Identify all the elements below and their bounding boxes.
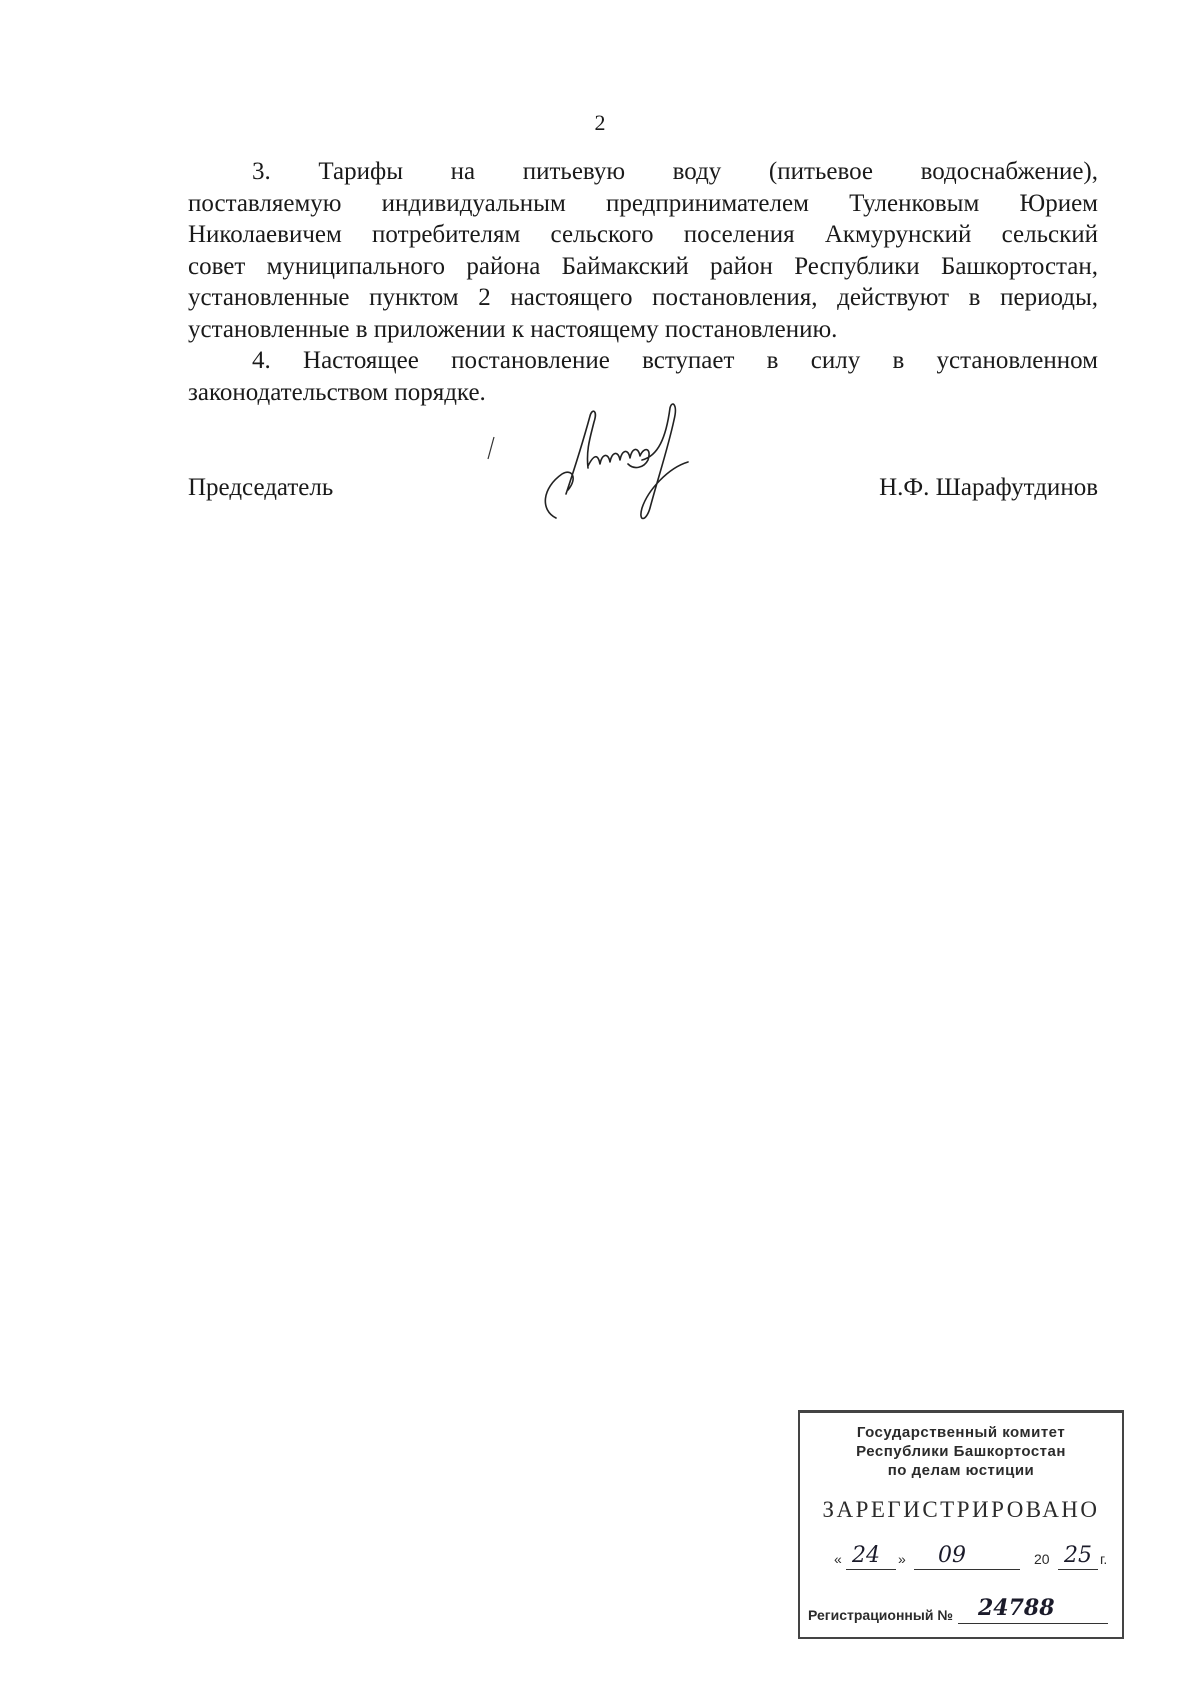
paragraph-line: установленные пунктом 2 настоящего постановления, действуют в периоды, bbox=[188, 284, 1098, 311]
year-prefix: 20 bbox=[1034, 1551, 1050, 1567]
paragraph-line: совет муниципального района Баймакский район Республики Башкортостан, bbox=[188, 252, 1098, 280]
paragraph-line: поставляемую индивидуальным предпринимателем Туленковым Юрием bbox=[188, 189, 1098, 217]
reg-underline bbox=[958, 1623, 1108, 1624]
date-close-quote: » bbox=[898, 1551, 906, 1567]
stamp-date bbox=[834, 1543, 1108, 1575]
signatory-name: Н.Ф. Шарафутдинов bbox=[879, 474, 1098, 501]
paragraph-line: 4. Настоящее постановление вступает в силу в установленном bbox=[252, 347, 1098, 374]
body-text bbox=[188, 156, 1098, 408]
stamp-org-line: по делам юстиции bbox=[887, 1462, 1035, 1479]
stamp-registration bbox=[808, 1595, 1108, 1629]
handwritten-signature bbox=[538, 398, 708, 538]
stamp-org-line: Государственный комитет bbox=[856, 1424, 1066, 1441]
page-number: 2 bbox=[594, 110, 606, 135]
paragraph-line: Николаевичем потребителям сельского поселения Акмурунский сельский bbox=[188, 221, 1098, 248]
date-month: 09 bbox=[938, 1543, 966, 1568]
year-underline bbox=[1058, 1569, 1098, 1570]
month-underline bbox=[914, 1569, 1020, 1570]
day-underline bbox=[846, 1569, 896, 1570]
stamp-status: ЗАРЕГИСТРИРОВАНО bbox=[822, 1497, 1100, 1522]
year-suffix: г. bbox=[1100, 1551, 1108, 1567]
paragraph-line: 3. Тарифы на питьевую воду (питьевое водоснабжение), bbox=[252, 158, 1098, 185]
stamp-organization bbox=[800, 1423, 1122, 1480]
signatory-title: Председатель bbox=[188, 474, 334, 501]
date-year: 25 bbox=[1064, 1543, 1092, 1568]
date-day: 24 bbox=[852, 1543, 880, 1568]
paragraph-line: установленные в приложении к настоящему постановлению. bbox=[188, 315, 838, 343]
date-open-quote: « bbox=[834, 1551, 842, 1567]
reg-number: 24788 bbox=[978, 1595, 1055, 1621]
paragraph-line: законодательством порядке. bbox=[188, 378, 486, 406]
pen-mark bbox=[486, 436, 496, 460]
paragraph-3 bbox=[188, 156, 1098, 345]
registration-stamp bbox=[798, 1410, 1124, 1639]
reg-label: Регистрационный № bbox=[808, 1607, 953, 1623]
stamp-org-line: Республики Башкортостан bbox=[856, 1443, 1066, 1460]
